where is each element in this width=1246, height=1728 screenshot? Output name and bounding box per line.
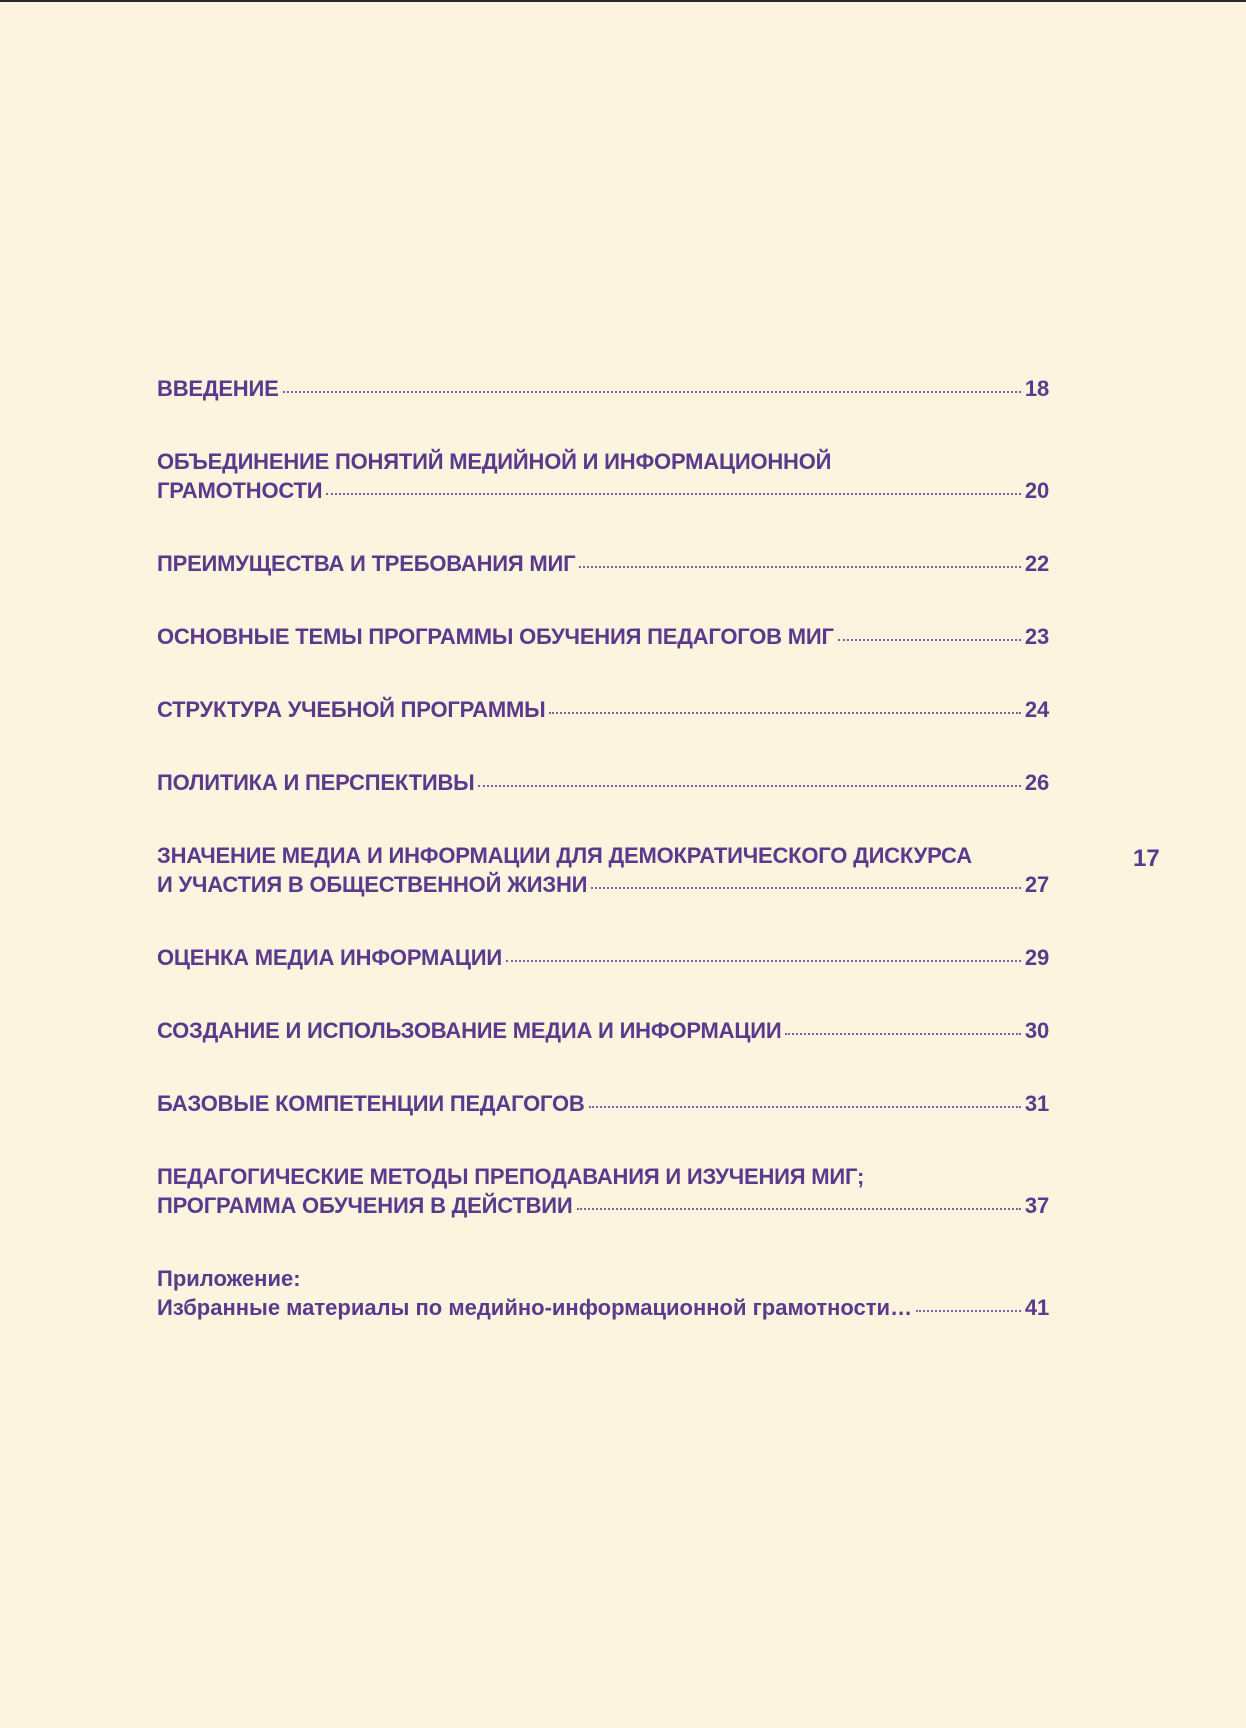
toc-line xyxy=(157,622,1049,651)
toc-leader-dots xyxy=(326,493,1021,495)
toc-entry-advantages[interactable] xyxy=(157,549,1049,578)
toc-entry-title: ВВЕДЕНИЕ xyxy=(157,376,279,401)
toc-leader-dots xyxy=(591,887,1021,889)
toc-leader-dots xyxy=(579,566,1021,568)
toc-entry-page: 22 xyxy=(1024,551,1049,576)
toc-line xyxy=(157,1191,1049,1220)
toc-leader-dots xyxy=(577,1208,1021,1210)
toc-entry-title: ГРАМОТНОСТИ xyxy=(157,478,323,503)
toc-leader-dots xyxy=(838,639,1021,641)
toc-entry-page: 30 xyxy=(1024,1018,1049,1043)
toc-entry-curriculum-structure[interactable] xyxy=(157,695,1049,724)
toc-entry-media-evaluation[interactable] xyxy=(157,943,1049,972)
toc-entry-title-line1: Приложение: xyxy=(157,1266,301,1291)
toc-line xyxy=(157,1016,1049,1045)
table-of-contents xyxy=(157,374,1049,1366)
toc-line xyxy=(157,549,1049,578)
toc-entry-pedagogical-methods[interactable] xyxy=(157,1162,1049,1220)
toc-entry-page: 37 xyxy=(1024,1193,1049,1218)
toc-leader-dots xyxy=(785,1033,1020,1035)
toc-leader-dots xyxy=(549,712,1020,714)
toc-entry-page: 23 xyxy=(1024,624,1049,649)
toc-leader-dots xyxy=(916,1310,1021,1312)
toc-line xyxy=(157,943,1049,972)
toc-line xyxy=(157,695,1049,724)
toc-entry-title: СОЗДАНИЕ И ИСПОЛЬЗОВАНИЕ МЕДИА И ИНФОРМАЦИИ xyxy=(157,1018,782,1043)
toc-line xyxy=(157,476,1049,505)
toc-entry-title: ПРЕИМУЩЕСТВА И ТРЕБОВАНИЯ МИГ xyxy=(157,551,576,576)
toc-line xyxy=(157,374,1049,403)
toc-entry-title-line1: ПЕДАГОГИЧЕСКИЕ МЕТОДЫ ПРЕПОДАВАНИЯ И ИЗУЧЕНИЯ МИГ; xyxy=(157,1164,865,1189)
toc-entry-page: 29 xyxy=(1024,945,1049,970)
toc-entry-title: БАЗОВЫЕ КОМПЕТЕНЦИИ ПЕДАГОГОВ xyxy=(157,1091,585,1116)
toc-entry-title-line1: ОБЪЕДИНЕНИЕ ПОНЯТИЙ МЕДИЙНОЙ И ИНФОРМАЦИОННОЙ xyxy=(157,449,832,474)
toc-entry-media-creation[interactable] xyxy=(157,1016,1049,1045)
page-number: 17 xyxy=(1133,845,1160,872)
toc-entry-appendix[interactable] xyxy=(157,1264,1049,1322)
toc-entry-title: И УЧАСТИЯ В ОБЩЕСТВЕННОЙ ЖИЗНИ xyxy=(157,872,588,897)
toc-entry-concept-merge[interactable] xyxy=(157,447,1049,505)
toc-line xyxy=(157,870,1049,899)
toc-leader-dots xyxy=(478,785,1020,787)
toc-entry-page: 26 xyxy=(1024,770,1049,795)
toc-entry-page: 20 xyxy=(1024,478,1049,503)
toc-entry-core-competencies[interactable] xyxy=(157,1089,1049,1118)
toc-entry-page: 18 xyxy=(1024,376,1049,401)
toc-line xyxy=(157,1293,1049,1322)
toc-entry-page: 31 xyxy=(1024,1091,1049,1116)
toc-entry-title: Избранные материалы по медийно-информационной грамотности… xyxy=(157,1295,913,1320)
toc-line xyxy=(157,768,1049,797)
toc-leader-dots xyxy=(506,960,1021,962)
toc-entry-title: СТРУКТУРА УЧЕБНОЙ ПРОГРАММЫ xyxy=(157,697,546,722)
toc-entry-page: 24 xyxy=(1024,697,1049,722)
toc-entry-introduction[interactable] xyxy=(157,374,1049,403)
toc-entry-main-topics[interactable] xyxy=(157,622,1049,651)
toc-leader-dots xyxy=(283,391,1021,393)
toc-line xyxy=(157,1089,1049,1118)
toc-entry-page: 41 xyxy=(1024,1295,1049,1320)
toc-leader-dots xyxy=(589,1106,1021,1108)
toc-entry-title: ОЦЕНКА МЕДИА ИНФОРМАЦИИ xyxy=(157,945,502,970)
toc-entry-title: ПРОГРАММА ОБУЧЕНИЯ В ДЕЙСТВИИ xyxy=(157,1193,573,1218)
toc-entry-page: 27 xyxy=(1024,872,1049,897)
toc-entry-democratic-discourse[interactable] xyxy=(157,841,1049,899)
top-border-line xyxy=(0,0,1246,2)
toc-entry-title-line1: ЗНАЧЕНИЕ МЕДИА И ИНФОРМАЦИИ ДЛЯ ДЕМОКРАТИЧЕСКОГО ДИСКУРСА xyxy=(157,843,972,868)
toc-entry-policy[interactable] xyxy=(157,768,1049,797)
toc-entry-title: ОСНОВНЫЕ ТЕМЫ ПРОГРАММЫ ОБУЧЕНИЯ ПЕДАГОГОВ МИГ xyxy=(157,624,834,649)
toc-entry-title: ПОЛИТИКА И ПЕРСПЕКТИВЫ xyxy=(157,770,475,795)
